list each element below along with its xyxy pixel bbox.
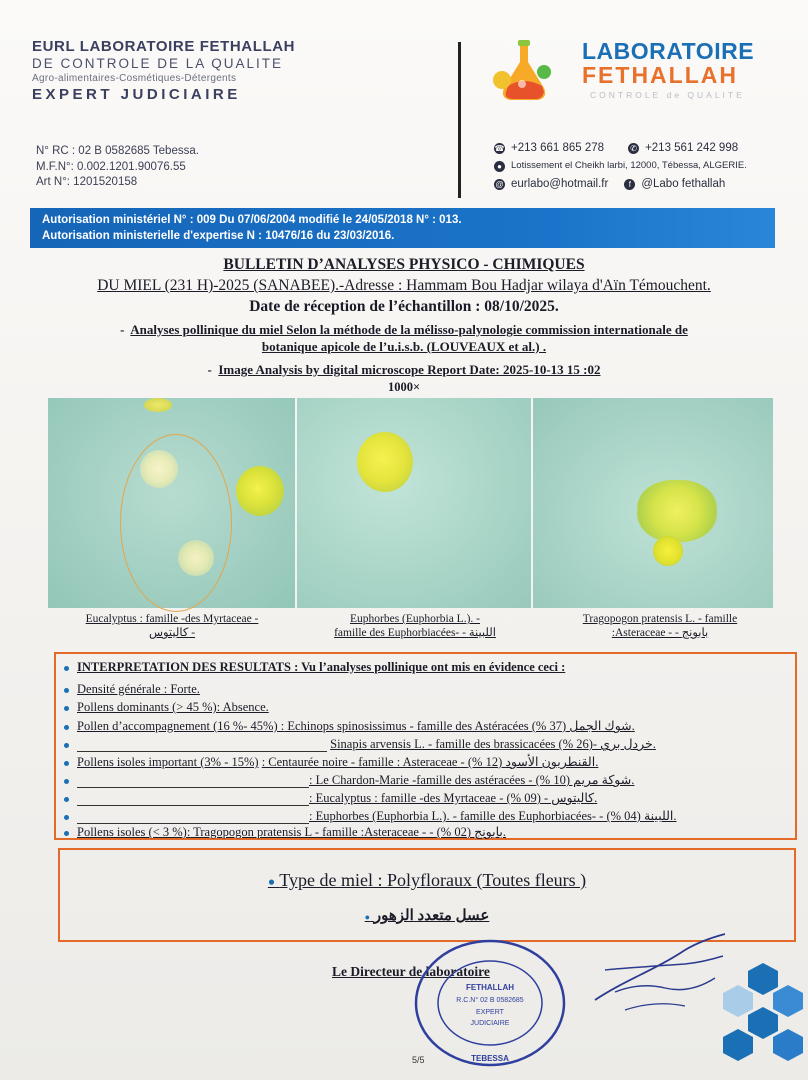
isoles-imp-1: : Centaurée noire - famille : Asteraceae - القنطريون الأسود (12 %). bbox=[261, 755, 599, 769]
phone-icon: ☎ bbox=[494, 143, 505, 153]
pollen-grain bbox=[144, 398, 172, 412]
honey-type-box bbox=[58, 848, 796, 942]
results-box bbox=[54, 652, 797, 840]
blank-line bbox=[77, 805, 309, 806]
analysis-method: - Analyses pollinique du miel Selon la méthode de la mélisso-palynologie commission internationale de botanique apicole de l’u.i.s.b. (LOUVEAUX et al.) . bbox=[120, 322, 688, 354]
caption-line: Tragopogon pratensis L. - famille bbox=[582, 613, 738, 625]
company-name: EURL LABORATOIRE FETHALLAH bbox=[32, 38, 296, 55]
caption-line: كاليتوس - bbox=[148, 627, 196, 639]
phone-1: +213 661 865 278 bbox=[511, 142, 605, 154]
location-pin-icon: ● bbox=[494, 161, 505, 172]
pollen-grain bbox=[653, 536, 683, 566]
bullet-icon: ● bbox=[364, 912, 371, 922]
handwritten-signature-icon bbox=[585, 930, 730, 1020]
authorization-band bbox=[30, 208, 775, 248]
pollen-grain bbox=[357, 432, 413, 492]
company-expert: EXPERT JUDICIAIRE bbox=[32, 86, 241, 103]
caption-line: Euphorbes (Euphorbia L.). - bbox=[350, 613, 480, 625]
company-subtitle: DE CONTROLE DE LA QUALITE bbox=[32, 56, 284, 71]
blank-line bbox=[77, 787, 309, 788]
accomp-1: Echinops spinosissimus - famille des Astéracées شوك الجمل (37 %). bbox=[284, 719, 635, 733]
svg-text:R.C.N° 02 B 0582685: R.C.N° 02 B 0582685 bbox=[456, 997, 524, 1004]
contact-block bbox=[494, 139, 747, 193]
result-isoles-important-2 bbox=[64, 772, 634, 788]
whatsapp-icon: ✆ bbox=[628, 143, 639, 154]
analysis-method-line2: botanique apicole de l’u.i.s.b. (LOUVEAUX et al.) . bbox=[261, 339, 547, 354]
results-heading bbox=[64, 660, 565, 675]
isoles-imp-label: Pollens isoles important (3% - 15%) bbox=[77, 755, 259, 769]
director-signature-label: Le Directeur de laboratoire bbox=[332, 964, 490, 979]
bullet-icon bbox=[64, 743, 69, 748]
authorization-line1: Autorisation ministériel N° : 009 Du 07/06/2004 modifié le 24/05/2018 N° : 013. bbox=[42, 214, 462, 226]
honey-type-arabic bbox=[60, 906, 794, 925]
bullet-icon bbox=[64, 688, 69, 693]
svg-text:TEBESSA: TEBESSA bbox=[471, 1054, 509, 1063]
highlight-ellipse bbox=[120, 434, 232, 612]
result-isoles-important-3 bbox=[64, 790, 597, 806]
result-dominants-text: Pollens dominants (> 45 %): Absence. bbox=[77, 700, 269, 714]
svg-text:FETHALLAH: FETHALLAH bbox=[466, 983, 514, 992]
result-isoles bbox=[64, 824, 506, 840]
address-row bbox=[494, 157, 747, 175]
bullet-icon bbox=[64, 725, 69, 730]
analysis-method-line1: Analyses pollinique du miel Selon la méthode de la mélisso-palynologie commission internationale de bbox=[130, 322, 688, 337]
lab-stamp-icon bbox=[410, 935, 570, 1070]
result-accompagnement bbox=[64, 718, 635, 734]
page-number: 5/5 bbox=[412, 1055, 425, 1065]
bullet-icon bbox=[64, 761, 69, 766]
phone-2: +213 561 242 998 bbox=[645, 142, 739, 154]
image-analysis-text: Image Analysis by digital microscope Report Date: 2025-10-13 15 :02 bbox=[218, 362, 601, 377]
honey-type-arabic-text: عسل متعدد الزهور bbox=[373, 908, 490, 924]
result-accompagnement-2 bbox=[64, 736, 656, 752]
bullet-icon: ● bbox=[267, 874, 276, 889]
microscope-image-eucalyptus bbox=[48, 398, 295, 608]
hexagon-decoration-icon bbox=[718, 955, 808, 1065]
pollen-grain bbox=[637, 480, 717, 542]
isoles-1: Tragopogon pratensis L - famille :Asteraceae - - بابونج (02 %). bbox=[190, 825, 507, 839]
svg-text:JUDICIAIRE: JUDICIAIRE bbox=[470, 1020, 510, 1027]
mfn-number: M.F.N°: 0.002.1201.90076.55 bbox=[36, 160, 186, 173]
caption-eucalyptus bbox=[52, 612, 292, 640]
email-icon: @ bbox=[495, 179, 504, 189]
authorization-line2: Autorisation ministerielle d'expertise N : 10476/16 du 23/03/2016. bbox=[42, 230, 395, 242]
result-isoles-important-4 bbox=[64, 808, 677, 824]
results-heading-text: INTERPRETATION DES RESULTATS : Vu l’analyses pollinique ont mis en évidence ceci : bbox=[77, 660, 566, 674]
isoles-label: Pollens isoles (< 3 %): bbox=[77, 825, 191, 839]
brand-name-line2: FETHALLAH bbox=[582, 62, 738, 88]
microscope-image-euphorbia bbox=[297, 398, 531, 608]
blank-line bbox=[77, 751, 327, 752]
caption-line: famille des Euphorbiacées- - اللبينة bbox=[334, 627, 496, 639]
caption-euphorbia bbox=[300, 612, 530, 640]
art-number: Art N°: 1201520158 bbox=[36, 176, 138, 188]
bullet-icon bbox=[64, 831, 69, 836]
microscope-image-tragopogon bbox=[533, 398, 773, 608]
caption-tragopogon bbox=[540, 612, 780, 640]
email-row bbox=[494, 175, 747, 193]
accomp-label: Pollen d’accompagnement (16 %- 45%) : bbox=[77, 719, 285, 733]
isoles-imp-2: : Le Chardon-Marie -famille des astéracées - شوكة مريم (10 %). bbox=[309, 773, 635, 787]
result-density bbox=[64, 682, 200, 697]
accomp-2: Sinapis arvensis L. - famille des brassicacées خردل بري -(26 %). bbox=[330, 737, 656, 751]
lab-flask-logo-icon bbox=[492, 36, 554, 108]
magnification: 1000× bbox=[387, 380, 421, 394]
header-divider bbox=[458, 42, 461, 198]
result-isoles-important bbox=[64, 754, 598, 770]
bullet-icon bbox=[64, 779, 69, 784]
email: eurlabo@hotmail.fr bbox=[511, 178, 609, 190]
honey-type-text: Type de miel : Polyfloraux (Toutes fleurs ) bbox=[279, 870, 587, 890]
reception-date: Date de réception de l’échantillon : 08/10/2025. bbox=[249, 298, 559, 315]
bullet-icon bbox=[64, 706, 69, 711]
pollen-grain bbox=[236, 466, 284, 516]
bullet-icon bbox=[64, 797, 69, 802]
company-block bbox=[32, 38, 332, 103]
bullet-icon bbox=[64, 666, 69, 671]
company-ids bbox=[36, 144, 199, 191]
isoles-imp-4: : Euphorbes (Euphorbia L.). - famille des Euphorbiacées- - اللبينة (04 %). bbox=[309, 809, 677, 823]
facebook-icon: f bbox=[624, 179, 635, 190]
rc-number: N° RC : 02 B 0582685 Tebessa. bbox=[36, 145, 199, 157]
caption-line: Eucalyptus : famille -des Myrtaceae - bbox=[85, 613, 259, 625]
svg-text:EXPERT: EXPERT bbox=[476, 1009, 504, 1016]
phone-row bbox=[494, 139, 747, 157]
result-density-text: Densité générale : Forte. bbox=[77, 682, 200, 696]
isoles-imp-3: : Eucalyptus : famille -des Myrtaceae - كاليتوس - (09 %). bbox=[309, 791, 598, 805]
bulletin-title: BULLETIN D’ANALYSES PHYSICO - CHIMIQUES bbox=[223, 256, 585, 273]
caption-line: :Asteraceae - - بابونج bbox=[611, 627, 709, 639]
brand-tagline: CONTROLE de QUALITE bbox=[590, 90, 745, 100]
sample-address: DU MIEL (231 H)-2025 (SANABEE).-Adresse : Hammam Bou Hadjar wilaya d'Aïn Témouchent. bbox=[97, 277, 711, 294]
image-analysis: - Image Analysis by digital microscope Report Date: 2025-10-13 15 :02 bbox=[207, 362, 601, 377]
honey-type bbox=[60, 870, 794, 891]
result-dominants bbox=[64, 700, 269, 715]
address: Lotissement el Cheikh larbi, 12000, Tébessa, ALGERIE. bbox=[511, 160, 747, 171]
company-sectors: Agro-alimentaires-Cosmétiques-Détergents bbox=[32, 73, 237, 84]
brand-name-line1: LABORATOIRE bbox=[582, 38, 755, 64]
bullet-icon bbox=[64, 815, 69, 820]
facebook: @Labo fethallah bbox=[641, 178, 726, 190]
